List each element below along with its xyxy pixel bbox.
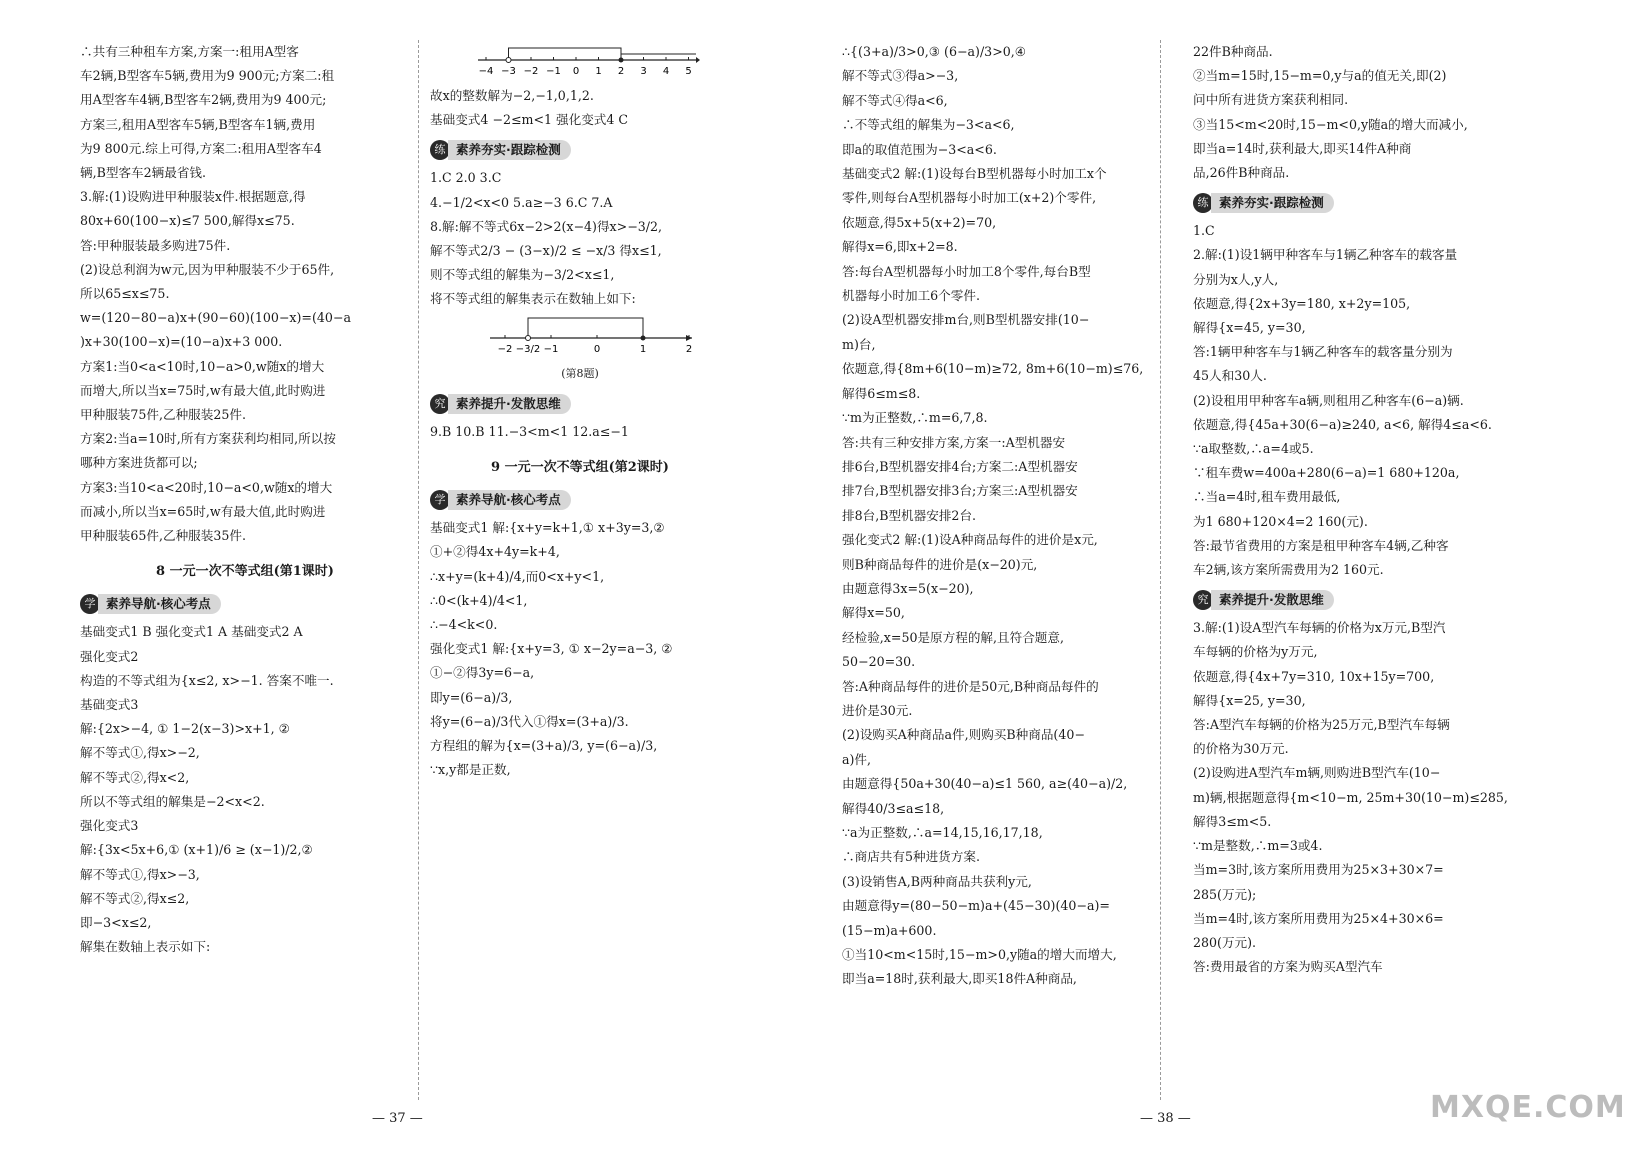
text-line: 排7台,B型机器安排3台;方案三:A型机器安 [842,483,1078,499]
text-line: 则B种商品每件的进价是(x−20)元, [842,556,1038,572]
text-line: 进价是30元. [842,702,913,718]
text-line: 方案1:当0<a<10时,10−a>0,w随x的增大 [80,358,325,374]
tick-label: 2 [617,66,625,77]
text-line: 即当a=14时,获利最大,即买14件A种商 [1193,140,1412,156]
text-line: 50−20=30. [842,654,916,670]
text-line: 答:最节省费用的方案是租甲种客车4辆,乙种客 [1193,537,1449,553]
text-line: ①当10<m<15时,15−m>0,y随a的增大而增大, [842,947,1117,963]
text-line: ①−②得3y=6−a, [430,665,535,681]
text-line: a)件, [842,751,872,767]
section-label: 素养夯实·跟踪检测 [1211,193,1334,213]
text-line: 方案三,租用A型客车5辆,B型客车1辆,费用 [80,116,316,132]
text-line: 方案3:当10<a<20时,10−a<0,w随x的增大 [80,479,333,495]
text-line: 强化变式2 [80,648,139,664]
text-line: 解不等式④得a<6, [842,92,948,108]
text-line: 车2辆,该方案所需费用为2 160元. [1193,562,1384,578]
text-line: 基础变式1 B 强化变式1 A 基础变式2 A [80,624,303,640]
text-line: 的价格为30万元. [1193,741,1289,757]
text-line: ①+②得4x+4y=k+4, [430,544,560,560]
col2a-text [430,84,730,132]
text-line: 依题意,得{45a+30(6−a)≥240, a<6, 解得4≤a<6. [1193,416,1492,432]
text-line: 为1 680+120×4=2 160(元). [1193,513,1368,529]
tick-label: 1 [639,343,647,355]
text-line: 9.B 10.B 11.−3<m<1 12.a≤−1 [430,423,629,439]
text-line: 解不等式①,得x>−3, [80,866,200,882]
text-line: 解得x=6,即x+2=8. [842,239,958,255]
text-line: 4.−1/2<x<0 5.a≥−3 6.C 7.A [430,194,613,210]
column-1 [80,40,410,959]
text-line: 为9 800元.综上可得,方案二:租用A型客车4 [80,140,322,156]
text-line: ∵a为正整数,∴a=14,15,16,17,18, [842,825,1043,840]
section-header-jiu [430,392,730,416]
closed-point [641,335,646,340]
text-line: ∵m是整数,∴m=3或4. [1193,838,1323,854]
text-line: ∵x,y都是正数, [430,762,511,778]
axis-arrow [696,57,700,63]
text-line: 即当a=18时,获利最大,即买18件A种商品, [842,971,1077,987]
text-line: 将y=(6−a)/3代入①得x=(3+a)/3. [430,713,629,729]
lesson-8-title: 8 一元一次不等式组(第1课时) [156,564,334,580]
text-line: 280(万元). [1193,934,1257,950]
text-line: 2.解:(1)设1辆甲种客车与1辆乙种客车的载客量 [1193,247,1458,263]
number-line-1 [430,40,700,84]
text-line: 答:甲种服装最多购进75件. [80,237,231,253]
text-line: (2)设总利润为w元,因为甲种服装不少于65件, [80,261,335,277]
text-line: 强化变式2 解:(1)设A种商品每件的进价是x元, [842,532,1098,548]
text-line: 依题意,得5x+5(x+2)=70, [842,214,997,230]
text-line: 当m=4时,该方案所用费用为25×4+30×6= [1193,910,1444,926]
column-4 [1193,40,1523,979]
text-line: 3.解:(1)设A型汽车每辆的价格为x万元,B型汽 [1193,620,1446,636]
text-line: 解集在数轴上表示如下: [80,939,211,955]
text-line: m)台, [842,336,876,352]
text-line: 基础变式3 [80,697,139,713]
text-line: ∴−4<k<0. [430,617,498,633]
section-label: 素养提升·发散思维 [448,394,571,414]
text-line: 解不等式③得a>−3, [842,68,959,84]
text-line: 当m=3时,该方案所用费用为25×3+30×7= [1193,862,1444,878]
tick-label: 0 [572,66,580,77]
text-line: (2)设购进A型汽车m辆,则购进B型汽车(10− [1193,765,1441,781]
text-line: 解得x=50, [842,605,905,621]
tick-label: 2 [685,343,693,355]
text-line: ∴0<(k+4)/4<1, [430,592,528,608]
text-line: 而增大,所以当x=75时,w有最大值,此时购进 [80,382,326,398]
col4c-text [1193,616,1523,979]
text-line: 解得6≤m≤8. [842,385,921,401]
tick-label: 4 [662,66,670,77]
text-line: ∴当a=4时,租车费用最低, [1193,489,1341,505]
text-line: 依题意,得{4x+7y=310, 10x+15y=700, [1193,668,1435,684]
solution-bracket [509,48,622,60]
text-line: 解不等式①,得x>−2, [80,745,200,761]
text-line: 285(万元); [1193,886,1257,902]
text-line: 强化变式3 [80,818,139,834]
text-line: 用A型客车4辆,B型客车2辆,费用为9 400元; [80,92,327,108]
lesson-9-title: 9 一元一次不等式组(第2课时) [491,460,669,476]
text-line: 排6台,B型机器安排4台;方案二:A型机器安 [842,458,1078,474]
text-line: 构造的不等式组为{x≤2, x>−1. 答案不唯一. [80,672,334,688]
column-divider-left [418,40,419,1100]
text-line: 1.C [1193,223,1215,239]
section-label: 素养提升·发散思维 [1211,590,1334,610]
col2b-text [430,166,730,311]
tick-label: 0 [593,343,601,355]
text-line: ∴x+y=(k+4)/4,而0<x+y<1, [430,568,605,584]
text-line: )x+30(100−x)=(10−a)x+3 000. [80,334,283,350]
text-line: 依题意,得{2x+3y=180, x+2y=105, [1193,295,1411,311]
closed-point [619,58,624,63]
text-line: 答:A种商品每件的进价是50元,B种商品每件的 [842,678,1099,694]
text-line: 甲种服装65件,乙种服装35件. [80,528,246,544]
text-line: 由题意得y=(80−50−m)a+(45−30)(40−a)= [842,898,1110,914]
text-line: 答:1辆甲种客车与1辆乙种客车的载客量分别为 [1193,344,1453,360]
section-header-xue-2 [430,488,730,512]
section-tag: 练 [1193,193,1213,213]
text-line: 解不等式2/3 − (3−x)/2 ≤ −x/3 得x≤1, [430,243,662,259]
tick-label: −3 [501,66,516,77]
text-line: 基础变式4 −2≤m<1 强化变式4 C [430,112,629,128]
text-line: 即−3<x≤2, [80,914,152,930]
watermark-logo: MXQE.COM [1430,1090,1626,1125]
section-label: 素养导航·核心考点 [448,490,571,510]
text-line: 答:费用最省的方案为购买A型汽车 [1193,959,1383,975]
col1-text [80,40,410,548]
text-line: 1.C 2.0 3.C [430,170,502,186]
column-2 [430,40,730,782]
text-line: 由题意得3x=5(x−20), [842,580,974,596]
section-tag: 学 [430,490,450,510]
text-line: 答:A型汽车每辆的价格为25万元,B型汽车每辆 [1193,717,1450,733]
tick-label: −4 [478,66,494,77]
section-tag: 究 [1193,590,1213,610]
text-line: 8.解:解不等式6x−2>2(x−4)得x>−3/2, [430,218,663,234]
text-line: 解得{x=25, y=30, [1193,692,1306,708]
text-line: 辆,B型客车2辆最省钱. [80,165,207,181]
text-line: w=(120−80−a)x+(90−60)(100−x)=(40−a [80,310,351,326]
section-header-jiu-2 [1193,588,1523,612]
tick-label: −1 [546,66,561,77]
text-line: 基础变式1 解:{x+y=k+1,① x+3y=3,② [430,520,665,536]
column-3 [842,40,1142,992]
text-line: 解得40/3≤a≤18, [842,800,945,816]
section-label: 素养导航·核心考点 [98,594,221,614]
text-line: ∴不等式组的解集为−3<a<6, [842,117,1015,133]
text-line: 问中所有进货方案获利相同. [1193,92,1349,108]
text-line: 基础变式2 解:(1)设每台B型机器每小时加工x个 [842,166,1107,182]
section-header-lian [430,138,730,162]
section-header-xue [80,592,410,616]
tick-label: 5 [685,66,692,77]
text-line: ②当m=15时,15−m=0,y与a的值无关,即(2) [1193,68,1447,84]
text-line: m)辆,根据题意得{m<10−m, 25m+30(10−m)≤285, [1193,789,1508,805]
text-line: 所以65≤x≤75. [80,286,170,302]
text-line: (2)设购买A种商品a件,则购买B种商品(40− [842,727,1085,743]
text-line: 机器每小时加工6个零件. [842,288,980,304]
text-line: 所以不等式组的解集是−2<x<2. [80,793,265,809]
text-line: 排8台,B型机器安排2台. [842,507,977,523]
text-line: 车2辆,B型客车5辆,费用为9 900元;方案二:租 [80,68,335,84]
text-line: 而减小,所以当x=65时,w有最大值,此时购进 [80,503,326,519]
tick-label: −3/2 [515,343,541,355]
text-line: 依题意,得{8m+6(10−m)≥72, 8m+6(10−m)≤76, [842,361,1144,377]
open-point [526,335,531,340]
text-line: 解:{2x>−4, ① 1−2(x−3)>x+1, ② [80,721,290,737]
text-line: ∵m为正整数,∴m=6,7,8. [842,410,988,426]
text-line: 解不等式②,得x<2, [80,769,190,785]
text-line: ∵a取整数,∴a=4或5. [1193,441,1314,457]
text-line: ∴{(3+a)/3>0,③ (6−a)/3>0,④ [842,44,1027,59]
text-line: 45人和30人. [1193,368,1267,384]
text-line: ∴商店共有5种进货方案. [842,849,980,865]
text-line: 解:{3x<5x+6,① (x+1)/6 ≥ (x−1)/2,② [80,842,313,858]
text-line: (2)设A型机器安排m台,则B型机器安排(10− [842,312,1090,328]
col4a-text [1193,40,1523,185]
tick-label: −1 [543,343,559,355]
text-line: 经检验,x=50是原方程的解,且符合题意, [842,629,1065,645]
text-line: ③当15<m<20时,15−m<0,y随a的增大而减小, [1193,116,1468,132]
text-line: ∴共有三种租车方案,方案一:租用A型客 [80,44,299,59]
text-line: (3)设销售A,B两种商品共获利y元, [842,873,1032,889]
col3-text [842,40,1142,992]
section-header-lian-2 [1193,191,1523,215]
text-line: 3.解:(1)设购进甲种服装x件.根据题意,得 [80,189,306,205]
tick-label: −2 [497,343,513,355]
open-point [506,58,511,63]
column-divider-right [1160,40,1161,1100]
text-line: 解得3≤m<5. [1193,813,1272,829]
page-number-left: — 37 — [372,1111,423,1126]
text-line: 答:每台A型机器每小时加工8个零件,每台B型 [842,263,1091,279]
text-line: 答:共有三种安排方案,方案一:A型机器安 [842,434,1066,450]
text-line: 强化变式1 解:{x+y=3, ① x−2y=a−3, ② [430,641,673,657]
text-line: 80x+60(100−x)≤7 500,解得x≤75. [80,213,295,229]
text-line: 方程组的解为{x=(3+a)/3, y=(6−a)/3, [430,738,658,754]
text-line: 解得{x=45, y=30, [1193,320,1306,336]
tick-label: 1 [595,66,602,77]
text-line: ∵租车费w=400a+280(6−a)=1 680+120a, [1193,465,1460,481]
col4b-text [1193,219,1523,582]
text-line: 零件,则每台A型机器每小时加工(x+2)个零件, [842,190,1097,206]
section-tag: 学 [80,594,100,614]
text-line: 由题意得{50a+30(40−a)≤1 560, a≥(40−a)/2, [842,776,1128,792]
page-number-right: — 38 — [1140,1111,1191,1126]
number-line-2 [430,312,693,362]
section-tag: 究 [430,394,450,414]
section-label: 素养夯实·跟踪检测 [448,140,571,160]
section-tag: 练 [430,140,450,160]
text-line: 则不等式组的解集为−3/2<x≤1, [430,267,615,283]
text-line: 品,26件B种商品. [1193,165,1290,181]
text-line: 将不等式组的解集表示在数轴上如下: [430,291,636,307]
tick-label: 3 [640,66,647,77]
text-line: (2)设租用甲种客车a辆,则租用乙种客车(6−a)辆. [1193,392,1464,408]
text-line: (15−m)a+600. [842,922,937,938]
text-line: 甲种服装75件,乙种服装25件. [80,407,246,423]
tick-label: −2 [523,66,539,77]
text-line: 方案2:当a=10时,所有方案获利均相同,所以按 [80,431,336,447]
figure-8-caption: (第8题) [561,366,599,380]
text-line: 车每辆的价格为y万元, [1193,644,1318,660]
col1b-text [80,620,410,959]
solution-bracket [528,318,643,338]
text-line: 即y=(6−a)/3, [430,689,513,705]
text-line: 故x的整数解为−2,−1,0,1,2. [430,88,594,103]
col2d-text [430,516,730,782]
text-line: 解不等式②,得x≤2, [80,890,190,906]
text-line: 22件B种商品. [1193,44,1273,59]
text-line: 哪种方案进货都可以; [80,455,198,471]
text-line: 分别为x人,y人, [1193,271,1279,287]
text-line: 即a的取值范围为−3<a<6. [842,141,997,157]
col2c-text [430,420,730,444]
